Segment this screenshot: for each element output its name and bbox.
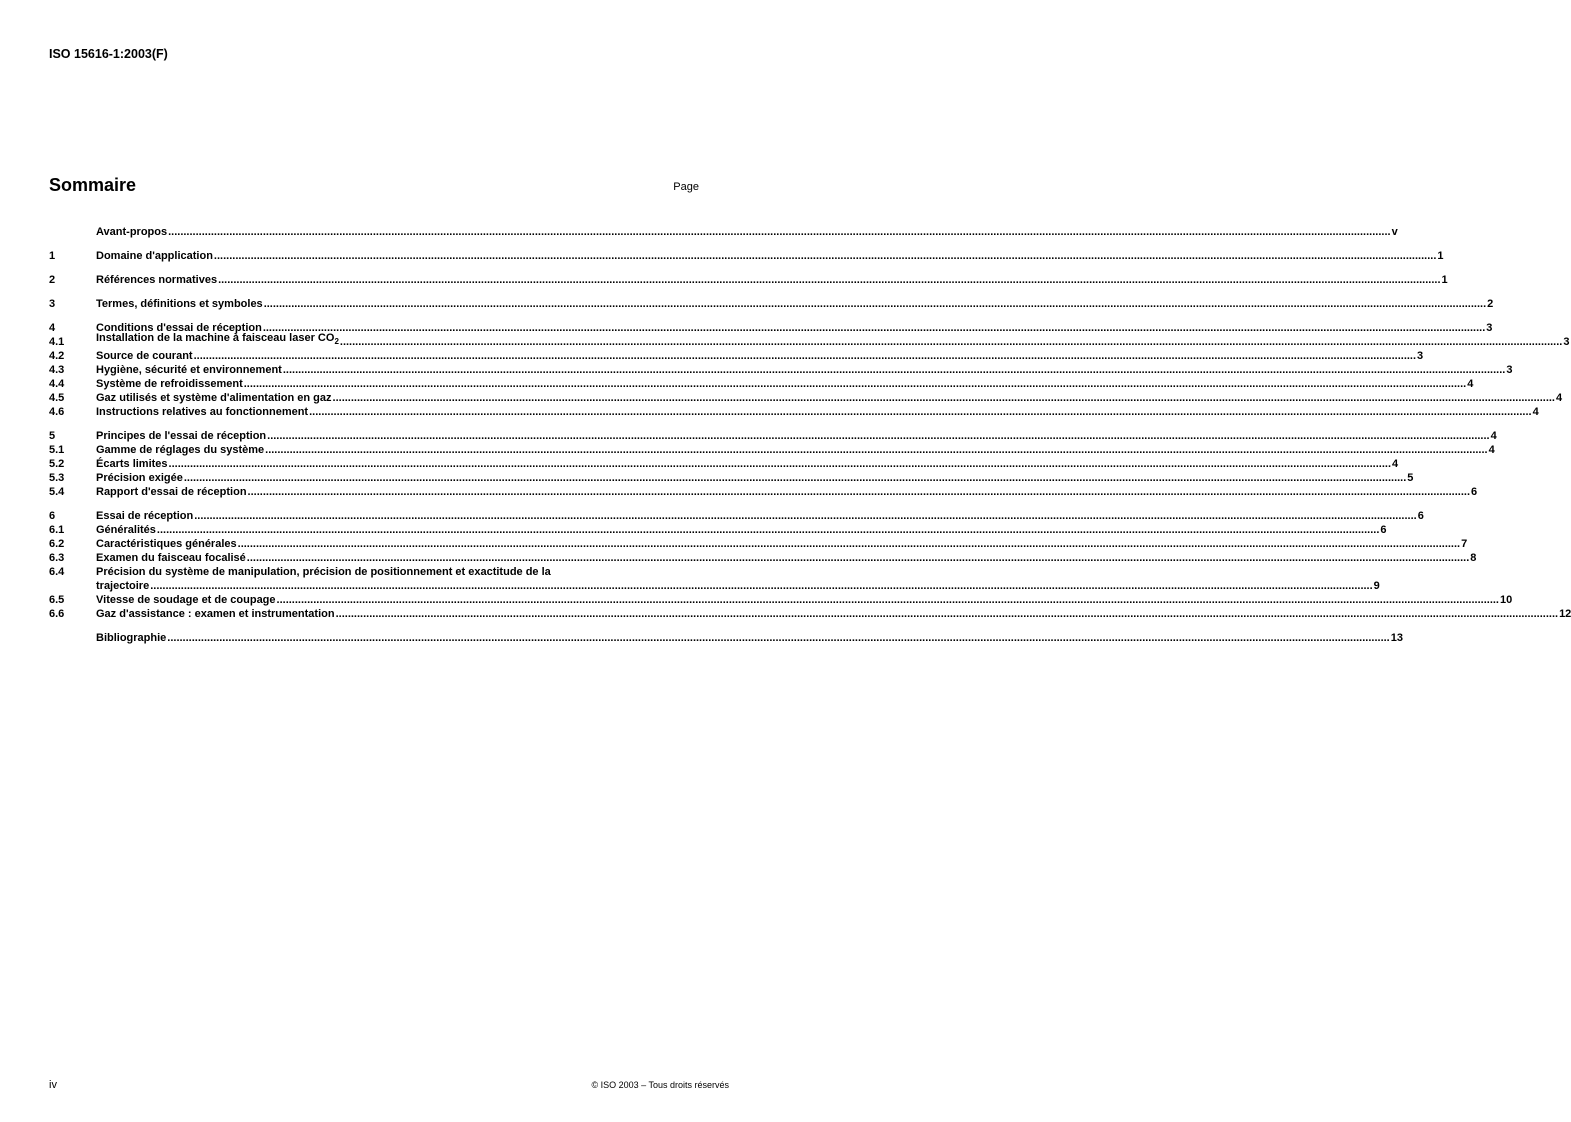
toc-entry-page: 1 xyxy=(1437,250,1444,262)
toc-dot-leader: ................................................................................................................................................................................................................................................................................................................................................................................................................ xyxy=(332,392,1555,404)
toc-page-label: Page xyxy=(673,181,699,193)
toc-entry-title: Généralités xyxy=(96,524,156,536)
toc-entry-page: 4 xyxy=(1488,444,1495,456)
toc-dot-leader: ................................................................................................................................................................................................................................................................................................................................................................................................................ xyxy=(309,406,1532,418)
toc-title: Sommaire xyxy=(49,175,137,195)
toc-entry-page: 10 xyxy=(1500,594,1513,606)
toc-entry-page: 6 xyxy=(1417,510,1424,522)
toc-entry-title: Instructions relatives au fonctionnement xyxy=(96,406,309,418)
toc-entry-page: 8 xyxy=(1470,552,1477,564)
toc-dot-leader: ................................................................................................................................................................................................................................................................................................................................................................................................................ xyxy=(262,322,1486,334)
toc-entry-page: 3 xyxy=(1417,350,1424,362)
toc-entry[interactable] xyxy=(49,593,1513,607)
toc-entry[interactable] xyxy=(49,349,1424,363)
toc-dot-leader: ................................................................................................................................................................................................................................................................................................................................................................................................................ xyxy=(263,298,1487,310)
toc-entry-page: 3 xyxy=(1486,322,1493,334)
toc-entry-title: Gaz d'assistance : examen et instrumentation xyxy=(96,608,335,620)
toc-entry-page: 4 xyxy=(1467,378,1474,390)
toc-dot-leader: ................................................................................................................................................................................................................................................................................................................................................................................................................ xyxy=(276,594,1499,606)
toc-entry-page: 1 xyxy=(1441,274,1448,286)
toc-entry[interactable] xyxy=(49,537,1468,551)
toc-entry-number: 5.2 xyxy=(49,458,65,470)
toc-entry-number: 4.5 xyxy=(49,392,65,404)
toc-entry-title: Système de refroidissement xyxy=(96,378,243,390)
toc-entry-title: Principes de l'essai de réception xyxy=(96,430,267,442)
toc-entry-number: 1 xyxy=(49,250,56,262)
toc-entry-number: 6.6 xyxy=(49,608,65,620)
toc-entry-title: Conditions d'essai de réception xyxy=(96,322,262,334)
toc-entry-page: 6 xyxy=(1380,524,1387,536)
toc-entry[interactable] xyxy=(49,225,1398,239)
toc-entry-page: 4 xyxy=(1556,392,1563,404)
toc-entry-title: Écarts limites xyxy=(96,458,168,470)
toc-entry-number: 6 xyxy=(49,510,56,522)
toc-entry[interactable] xyxy=(49,607,1571,621)
toc-dot-leader: ................................................................................................................................................................................................................................................................................................................................................................................................................ xyxy=(282,364,1506,376)
toc-entry[interactable] xyxy=(49,391,1563,405)
toc-dot-leader: ................................................................................................................................................................................................................................................................................................................................................................................................................ xyxy=(156,524,1380,536)
toc-entry-page: 6 xyxy=(1471,486,1478,498)
toc-entry-title: Bibliographie xyxy=(96,632,167,644)
toc-entry[interactable] xyxy=(49,471,1414,485)
toc-entry-title: Précision exigée xyxy=(96,472,183,484)
toc-entry-title: Rapport d'essai de réception xyxy=(96,486,247,498)
toc-entry-title: Essai de réception xyxy=(96,510,194,522)
toc-entry-title: Installation de la machine à faisceau laser CO xyxy=(96,331,335,344)
toc-dot-leader: ................................................................................................................................................................................................................................................................................................................................................................................................................ xyxy=(243,378,1467,390)
toc-entry-page: 4 xyxy=(1490,430,1497,442)
toc-entry-number: 4.1 xyxy=(49,336,65,348)
toc-dot-leader: ................................................................................................................................................................................................................................................................................................................................................................................................................ xyxy=(183,472,1407,484)
toc-entry-page: 13 xyxy=(1390,632,1403,644)
toc-dot-leader: ................................................................................................................................................................................................................................................................................................................................................................................................................ xyxy=(167,632,1390,644)
toc-entry[interactable] xyxy=(49,551,1477,565)
toc-entry-subscript: 2 xyxy=(334,337,339,346)
toc-entry-page: 4 xyxy=(1532,406,1539,418)
toc-entry-page: 4 xyxy=(1392,458,1399,470)
toc-entry-page: 12 xyxy=(1559,608,1571,620)
toc-dot-leader: ................................................................................................................................................................................................................................................................................................................................................................................................................ xyxy=(168,226,1391,238)
toc-dot-leader: ................................................................................................................................................................................................................................................................................................................................................................................................................ xyxy=(194,510,1417,522)
toc-entry-page: 3 xyxy=(1563,336,1570,348)
toc-entry-number: 6.1 xyxy=(49,524,65,536)
toc-entry-title: Termes, définitions et symboles xyxy=(96,298,263,310)
toc-dot-leader: ................................................................................................................................................................................................................................................................................................................................................................................................................ xyxy=(267,430,1490,442)
toc-entry[interactable] xyxy=(49,443,1495,457)
toc-entry-number: 5.3 xyxy=(49,472,65,484)
toc-entry-number: 3 xyxy=(49,298,56,310)
toc-entry-page: 3 xyxy=(1506,364,1513,376)
toc-dot-leader: ................................................................................................................................................................................................................................................................................................................................................................................................................ xyxy=(168,458,1392,470)
toc-entry-title: Gaz utilisés et système d'alimentation en gaz xyxy=(96,392,332,404)
toc-entry[interactable] xyxy=(49,631,1403,645)
toc-entry-page: 9 xyxy=(1373,580,1380,592)
toc-entry[interactable] xyxy=(49,509,1424,523)
toc-entry-title-continued: trajectoire xyxy=(96,580,150,592)
toc-dot-leader: ................................................................................................................................................................................................................................................................................................................................................................................................................ xyxy=(335,608,1559,620)
toc-entry-number: 4 xyxy=(49,322,56,334)
toc-entry-number: 4.3 xyxy=(49,364,65,376)
toc-dot-leader: ................................................................................................................................................................................................................................................................................................................................................................................................................ xyxy=(247,486,1471,498)
toc-entry[interactable] xyxy=(49,523,1387,537)
toc-entry-title: Vitesse de soudage et de coupage xyxy=(96,594,276,606)
toc-entry[interactable] xyxy=(49,249,1444,263)
page-number: iv xyxy=(49,1079,57,1091)
toc-entry[interactable] xyxy=(49,331,1570,349)
toc-entry-title-wrap xyxy=(96,331,339,349)
toc-entry-number: 4.2 xyxy=(49,350,65,362)
toc-entry-title: Hygiène, sécurité et environnement xyxy=(96,364,282,376)
toc-entry-number: 5.4 xyxy=(49,486,65,498)
toc-entry[interactable] xyxy=(49,297,1494,311)
toc-entry-number: 5 xyxy=(49,430,56,442)
toc-dot-leader: ................................................................................................................................................................................................................................................................................................................................................................................................................ xyxy=(218,274,1441,286)
toc-entry-title: Caractéristiques générales xyxy=(96,538,237,550)
toc-entry-number: 6.3 xyxy=(49,552,65,564)
toc-entry[interactable] xyxy=(49,363,1513,377)
toc-dot-leader: ................................................................................................................................................................................................................................................................................................................................................................................................................ xyxy=(265,444,1488,456)
document-code: ISO 15616-1:2003(F) xyxy=(49,47,168,61)
toc-dot-leader: ................................................................................................................................................................................................................................................................................................................................................................................................................ xyxy=(213,250,1437,262)
toc-dot-leader: ................................................................................................................................................................................................................................................................................................................................................................................................................ xyxy=(237,538,1461,550)
toc-entry-continuation[interactable] xyxy=(49,579,1380,593)
toc-entry-number: 6.4 xyxy=(49,566,65,578)
toc-entry[interactable] xyxy=(49,457,1399,471)
toc-dot-leader: ................................................................................................................................................................................................................................................................................................................................................................................................................ xyxy=(193,350,1417,362)
toc-entry-title: Examen du faisceau focalisé xyxy=(96,552,246,564)
toc-entry-title: Avant-propos xyxy=(96,226,168,238)
toc-entry-number: 4.6 xyxy=(49,406,65,418)
toc-entry[interactable] xyxy=(49,485,1478,499)
toc-entry-title: Source de courant xyxy=(96,350,193,362)
toc-entry-number: 6.5 xyxy=(49,594,65,606)
toc-entry-page: 7 xyxy=(1461,538,1468,550)
toc-entry[interactable] xyxy=(49,429,1497,443)
toc-entry[interactable] xyxy=(49,273,1448,287)
toc-entry-title: Précision du système de manipulation, précision de positionnement et exactitude de la xyxy=(96,566,551,578)
toc-entry-page: 2 xyxy=(1487,298,1494,310)
toc-entry-title: Domaine d'application xyxy=(96,250,213,262)
toc-entry-title: Références normatives xyxy=(96,274,218,286)
copyright-notice: © ISO 2003 – Tous droits réservés xyxy=(591,1080,729,1090)
toc-entry-page: v xyxy=(1391,226,1398,238)
table-of-contents xyxy=(49,225,1571,645)
toc-entry-page: 5 xyxy=(1407,472,1414,484)
toc-entry-number: 2 xyxy=(49,274,56,286)
toc-dot-leader: ................................................................................................................................................................................................................................................................................................................................................................................................................ xyxy=(150,580,1373,592)
toc-entry[interactable] xyxy=(49,565,699,579)
toc-entry-number: 4.4 xyxy=(49,378,65,390)
toc-dot-leader: ................................................................................................................................................................................................................................................................................................................................................................................................................ xyxy=(246,552,1470,564)
toc-dot-leader: ................................................................................................................................................................................................................................................................................................................................................................................................................ xyxy=(339,336,1563,348)
toc-entry-number: 5.1 xyxy=(49,444,65,456)
toc-entry[interactable] xyxy=(49,377,1474,391)
toc-entry-title: Gamme de réglages du système xyxy=(96,444,265,456)
toc-entry-number: 6.2 xyxy=(49,538,65,550)
toc-header xyxy=(49,175,699,199)
toc-entry[interactable] xyxy=(49,405,1539,419)
